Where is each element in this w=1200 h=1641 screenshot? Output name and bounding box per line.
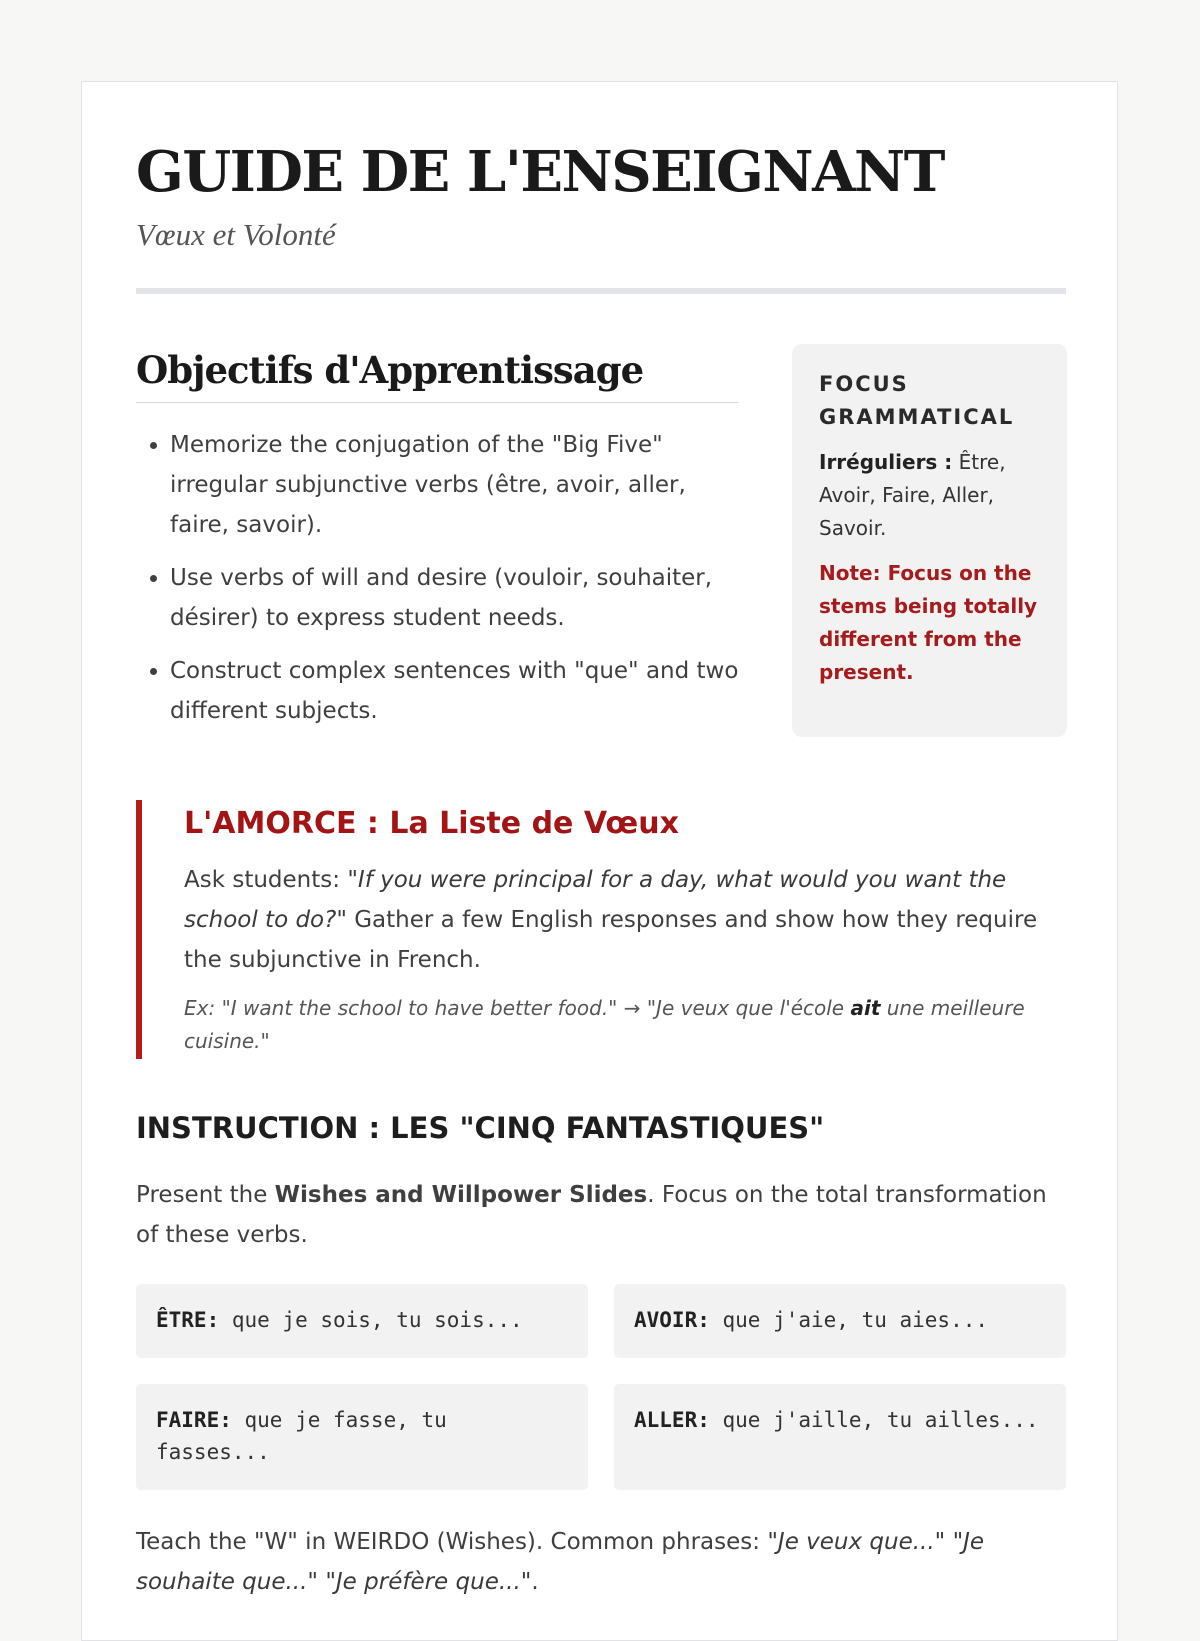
warmup-section: [136, 800, 1066, 1059]
verb-forms: que je fasse, tu fasses...: [156, 1408, 447, 1464]
outro-suffix: .: [531, 1569, 539, 1595]
grammar-focus-box: [792, 344, 1067, 737]
focus-title: FOCUS GRAMMATICAL: [819, 372, 1015, 429]
warmup-lead-suffix: Gather a few English responses and show how they require the subjunctive in French.: [184, 907, 1038, 973]
verb-name: ÊTRE:: [156, 1308, 220, 1332]
verb-forms: que j'aille, tu ailles...: [709, 1408, 1039, 1432]
outro-prefix: Teach the "W" in WEIRDO (Wishes). Common phrases:: [136, 1529, 768, 1555]
instruction-heading: INSTRUCTION : LES "CINQ FANTASTIQUES": [136, 1111, 825, 1145]
header-divider: [136, 288, 1066, 294]
verb-name: FAIRE:: [156, 1408, 232, 1432]
verb-card-etre: [136, 1284, 588, 1358]
focus-irregular-verbs: Être, Avoir, Faire, Aller, Savoir.: [819, 450, 1006, 540]
verb-conjugation-grid: [136, 1284, 1066, 1490]
learning-objectives: [136, 344, 739, 744]
objectives-list: [136, 425, 739, 731]
objective-item: • Use verbs of will and desire (vouloir, souhaiter, désirer) to express student needs.: [170, 558, 739, 638]
instruction-lead-prefix: Present the: [136, 1182, 275, 1208]
verb-card-avoir: [614, 1284, 1066, 1358]
focus-irregular-label: Irréguliers :: [819, 450, 953, 474]
weirdo-paragraph: [136, 1522, 1066, 1602]
verb-forms: que j'aie, tu aies...: [709, 1308, 989, 1332]
objective-item: • Memorize the conjugation of the "Big Five" irregular subjunctive verbs (être, avoir, aller, faire, savoir).: [170, 425, 739, 545]
focus-note: Note: Focus on the stems being totally different from the present.: [819, 561, 1038, 684]
example-highlight: ait: [850, 996, 881, 1020]
verb-card-faire: [136, 1384, 588, 1490]
verb-name: AVOIR:: [634, 1308, 710, 1332]
warmup-heading: L'AMORCE : La Liste de Vœux: [184, 806, 679, 841]
example-suffix: une meilleure cuisine.": [184, 996, 1025, 1053]
verb-forms: que je sois, tu sois...: [219, 1308, 523, 1332]
verb-name: ALLER:: [634, 1408, 710, 1432]
objectives-heading: Objectifs d'Apprentissage: [136, 344, 739, 403]
example-prefix: Ex: "I want the school to have better food." → "Je veux que l'école: [184, 996, 851, 1020]
verb-card-aller: [614, 1384, 1066, 1490]
warmup-instructions: [184, 860, 1066, 980]
warmup-lead-prefix: Ask students:: [184, 867, 348, 893]
common-phrases: "Je veux que..." "Je souhaite que..." "Je préfère que...": [136, 1529, 985, 1595]
focus-irregular-text: [819, 446, 1040, 545]
page-title: GUIDE DE L'ENSEIGNANT: [136, 139, 944, 205]
objective-item: • Construct complex sentences with "que" and two different subjects.: [170, 651, 739, 731]
slides-name: Wishes and Willpower Slides: [274, 1182, 648, 1208]
warmup-example: [184, 992, 1066, 1058]
warmup-question: "If you were principal for a day, what would you want the school to do?": [184, 867, 1007, 933]
instruction-lead: [136, 1175, 1066, 1255]
page-subtitle: Vœux et Volonté: [136, 217, 336, 252]
instruction-lead-suffix: . Focus on the total transformation of these verbs.: [136, 1182, 1047, 1248]
guide-page: [81, 81, 1118, 1641]
